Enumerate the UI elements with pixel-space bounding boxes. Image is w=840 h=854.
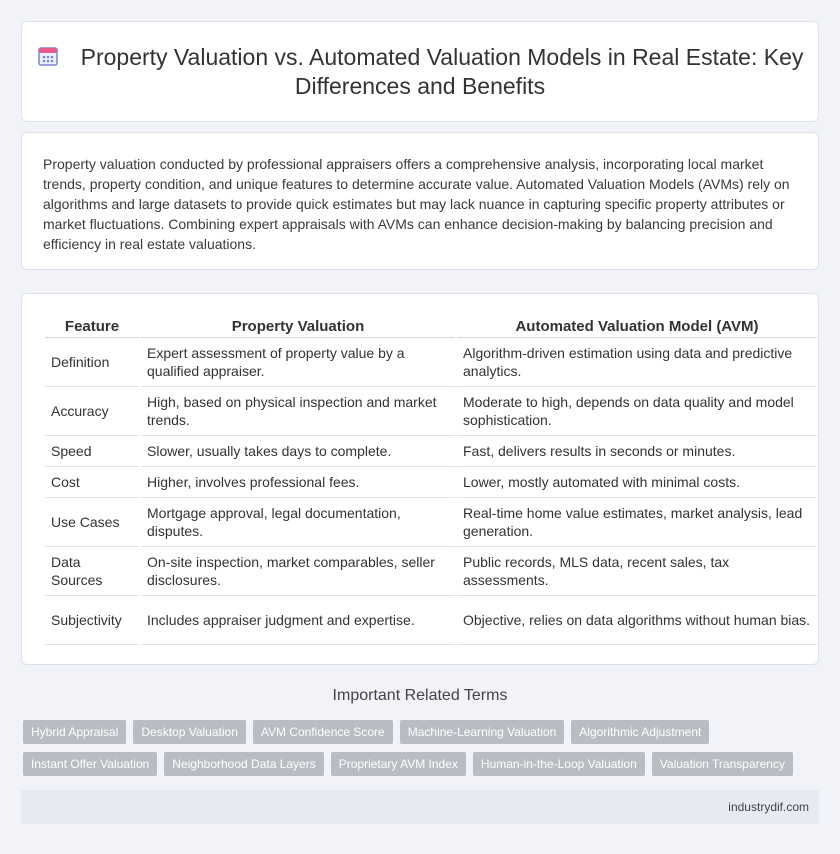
table-row	[45, 467, 817, 498]
related-terms-row-2	[23, 752, 823, 776]
related-term-tag[interactable]: Algorithmic Adjustment	[571, 720, 709, 744]
related-term-tag[interactable]: Valuation Transparency	[652, 752, 793, 776]
avm-cell: Public records, MLS data, recent sales, tax assessments.	[457, 547, 817, 596]
feature-cell: Definition	[45, 338, 139, 387]
comparison-table-card	[21, 293, 819, 665]
property-valuation-cell: Higher, involves professional fees.	[141, 467, 455, 498]
table-row	[45, 498, 817, 547]
table-row	[45, 338, 817, 387]
property-valuation-cell: Mortgage approval, legal documentation, disputes.	[141, 498, 455, 547]
calendar-icon	[37, 45, 59, 67]
table-row	[45, 436, 817, 467]
feature-cell: Use Cases	[45, 498, 139, 547]
table-row	[45, 596, 817, 645]
avm-cell: Real-time home value estimates, market analysis, lead generation.	[457, 498, 817, 547]
property-valuation-cell: On-site inspection, market comparables, seller disclosures.	[141, 547, 455, 596]
related-term-tag[interactable]: Neighborhood Data Layers	[164, 752, 323, 776]
comparison-table	[43, 314, 819, 645]
header-property-valuation: Property Valuation	[141, 314, 455, 338]
footer-site-link[interactable]: industrydif.com	[728, 800, 809, 814]
feature-cell: Cost	[45, 467, 139, 498]
header-feature: Feature	[45, 314, 139, 338]
related-terms-heading: Important Related Terms	[332, 687, 508, 704]
feature-cell: Subjectivity	[45, 596, 139, 645]
table-row	[45, 547, 817, 596]
page-title-text: Property Valuation vs. Automated Valuation Models in Real Estate: Key Differences and Benefits	[80, 44, 804, 99]
title-card	[21, 21, 819, 122]
feature-cell: Accuracy	[45, 387, 139, 436]
intro-paragraph: Property valuation conducted by professional appraisers offers a comprehensive analysis, incorporating local market trends, property condition, and unique features to determine accurate value. Automated Valuation Models (AVMs) rely on algorithms and large datasets to provide quick estimates but may lack nuance in capturing specific property attributes or market fluctuations. Combining expert appraisals with AVMs can enhance decision-making by balancing precision and efficiency in real estate valuations.	[43, 156, 790, 252]
feature-cell: Speed	[45, 436, 139, 467]
page-title	[22, 43, 818, 101]
related-term-tag[interactable]: Machine-Learning Valuation	[400, 720, 565, 744]
avm-cell: Lower, mostly automated with minimal costs.	[457, 467, 817, 498]
related-term-tag[interactable]: Proprietary AVM Index	[331, 752, 466, 776]
related-term-tag[interactable]: Desktop Valuation	[133, 720, 246, 744]
related-term-tag[interactable]: Hybrid Appraisal	[23, 720, 126, 744]
related-term-tag[interactable]: Instant Offer Valuation	[23, 752, 157, 776]
table-header-row	[45, 314, 817, 338]
related-terms-row-1	[23, 720, 823, 744]
avm-cell: Moderate to high, depends on data quality and model sophistication.	[457, 387, 817, 436]
table-row	[45, 387, 817, 436]
property-valuation-cell: Slower, usually takes days to complete.	[141, 436, 455, 467]
avm-cell: Objective, relies on data algorithms without human bias.	[457, 596, 817, 645]
footer	[21, 790, 819, 824]
avm-cell: Fast, delivers results in seconds or minutes.	[457, 436, 817, 467]
feature-cell: Data Sources	[45, 547, 139, 596]
property-valuation-cell: Expert assessment of property value by a qualified appraiser.	[141, 338, 455, 387]
header-avm: Automated Valuation Model (AVM)	[457, 314, 817, 338]
avm-cell: Algorithm-driven estimation using data and predictive analytics.	[457, 338, 817, 387]
intro-card	[21, 132, 819, 270]
property-valuation-cell: High, based on physical inspection and market trends.	[141, 387, 455, 436]
related-term-tag[interactable]: AVM Confidence Score	[253, 720, 393, 744]
related-term-tag[interactable]: Human-in-the-Loop Valuation	[473, 752, 645, 776]
property-valuation-cell: Includes appraiser judgment and expertise.	[141, 596, 455, 645]
